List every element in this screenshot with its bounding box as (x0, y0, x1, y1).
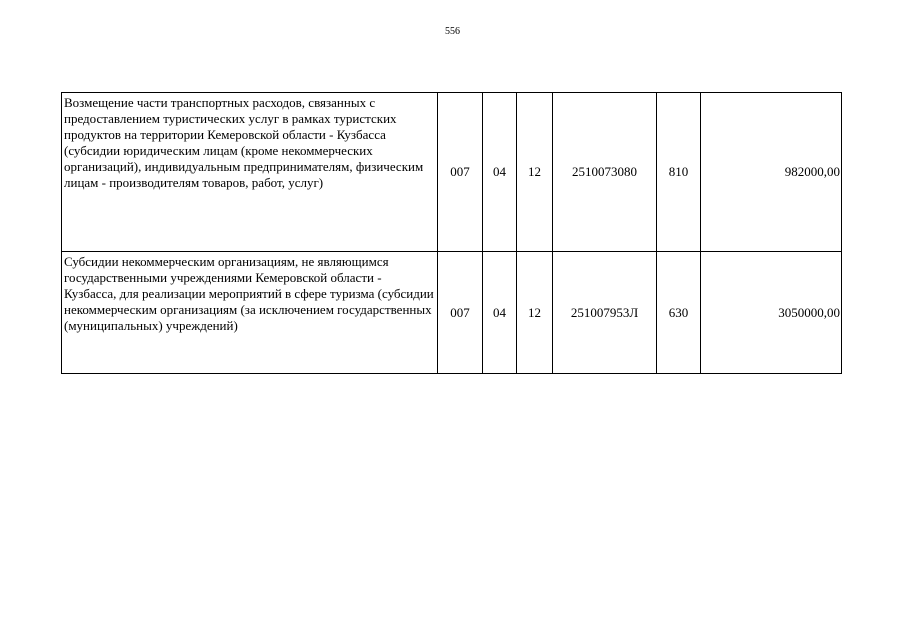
amount-value: 3050000,00 (701, 252, 842, 374)
expense-type-code: 810 (657, 93, 701, 252)
row-description: Субсидии некоммерческим организациям, не являющимся государственными учреждениями Кемеровской области - Кузбасса, для реализации мероприятий в сфере туризма (субсидии некоммерческим организациям (за исключением государственных (муниципальных) учреждений) (62, 252, 438, 374)
ministry-code: 007 (438, 252, 483, 374)
table-row (62, 252, 842, 374)
row-description: Возмещение части транспортных расходов, связанных с предоставлением туристических услуг в рамках туристских продуктов на территории Кемеровской области - Кузбасса (субсидии юридическим лицам (кроме некоммерческих организаций), индивидуальным предпринимателям, физическим лицам - производителям товаров, работ, услуг) (62, 93, 438, 252)
ministry-code: 007 (438, 93, 483, 252)
subsection-code: 12 (517, 252, 553, 374)
target-article-code: 251007953Л (553, 252, 657, 374)
amount-value: 982000,00 (701, 93, 842, 252)
table-row (62, 93, 842, 252)
page-number: 556 (445, 26, 460, 37)
section-code: 04 (483, 93, 517, 252)
section-code: 04 (483, 252, 517, 374)
expense-type-code: 630 (657, 252, 701, 374)
subsection-code: 12 (517, 93, 553, 252)
budget-table (61, 92, 842, 374)
target-article-code: 2510073080 (553, 93, 657, 252)
